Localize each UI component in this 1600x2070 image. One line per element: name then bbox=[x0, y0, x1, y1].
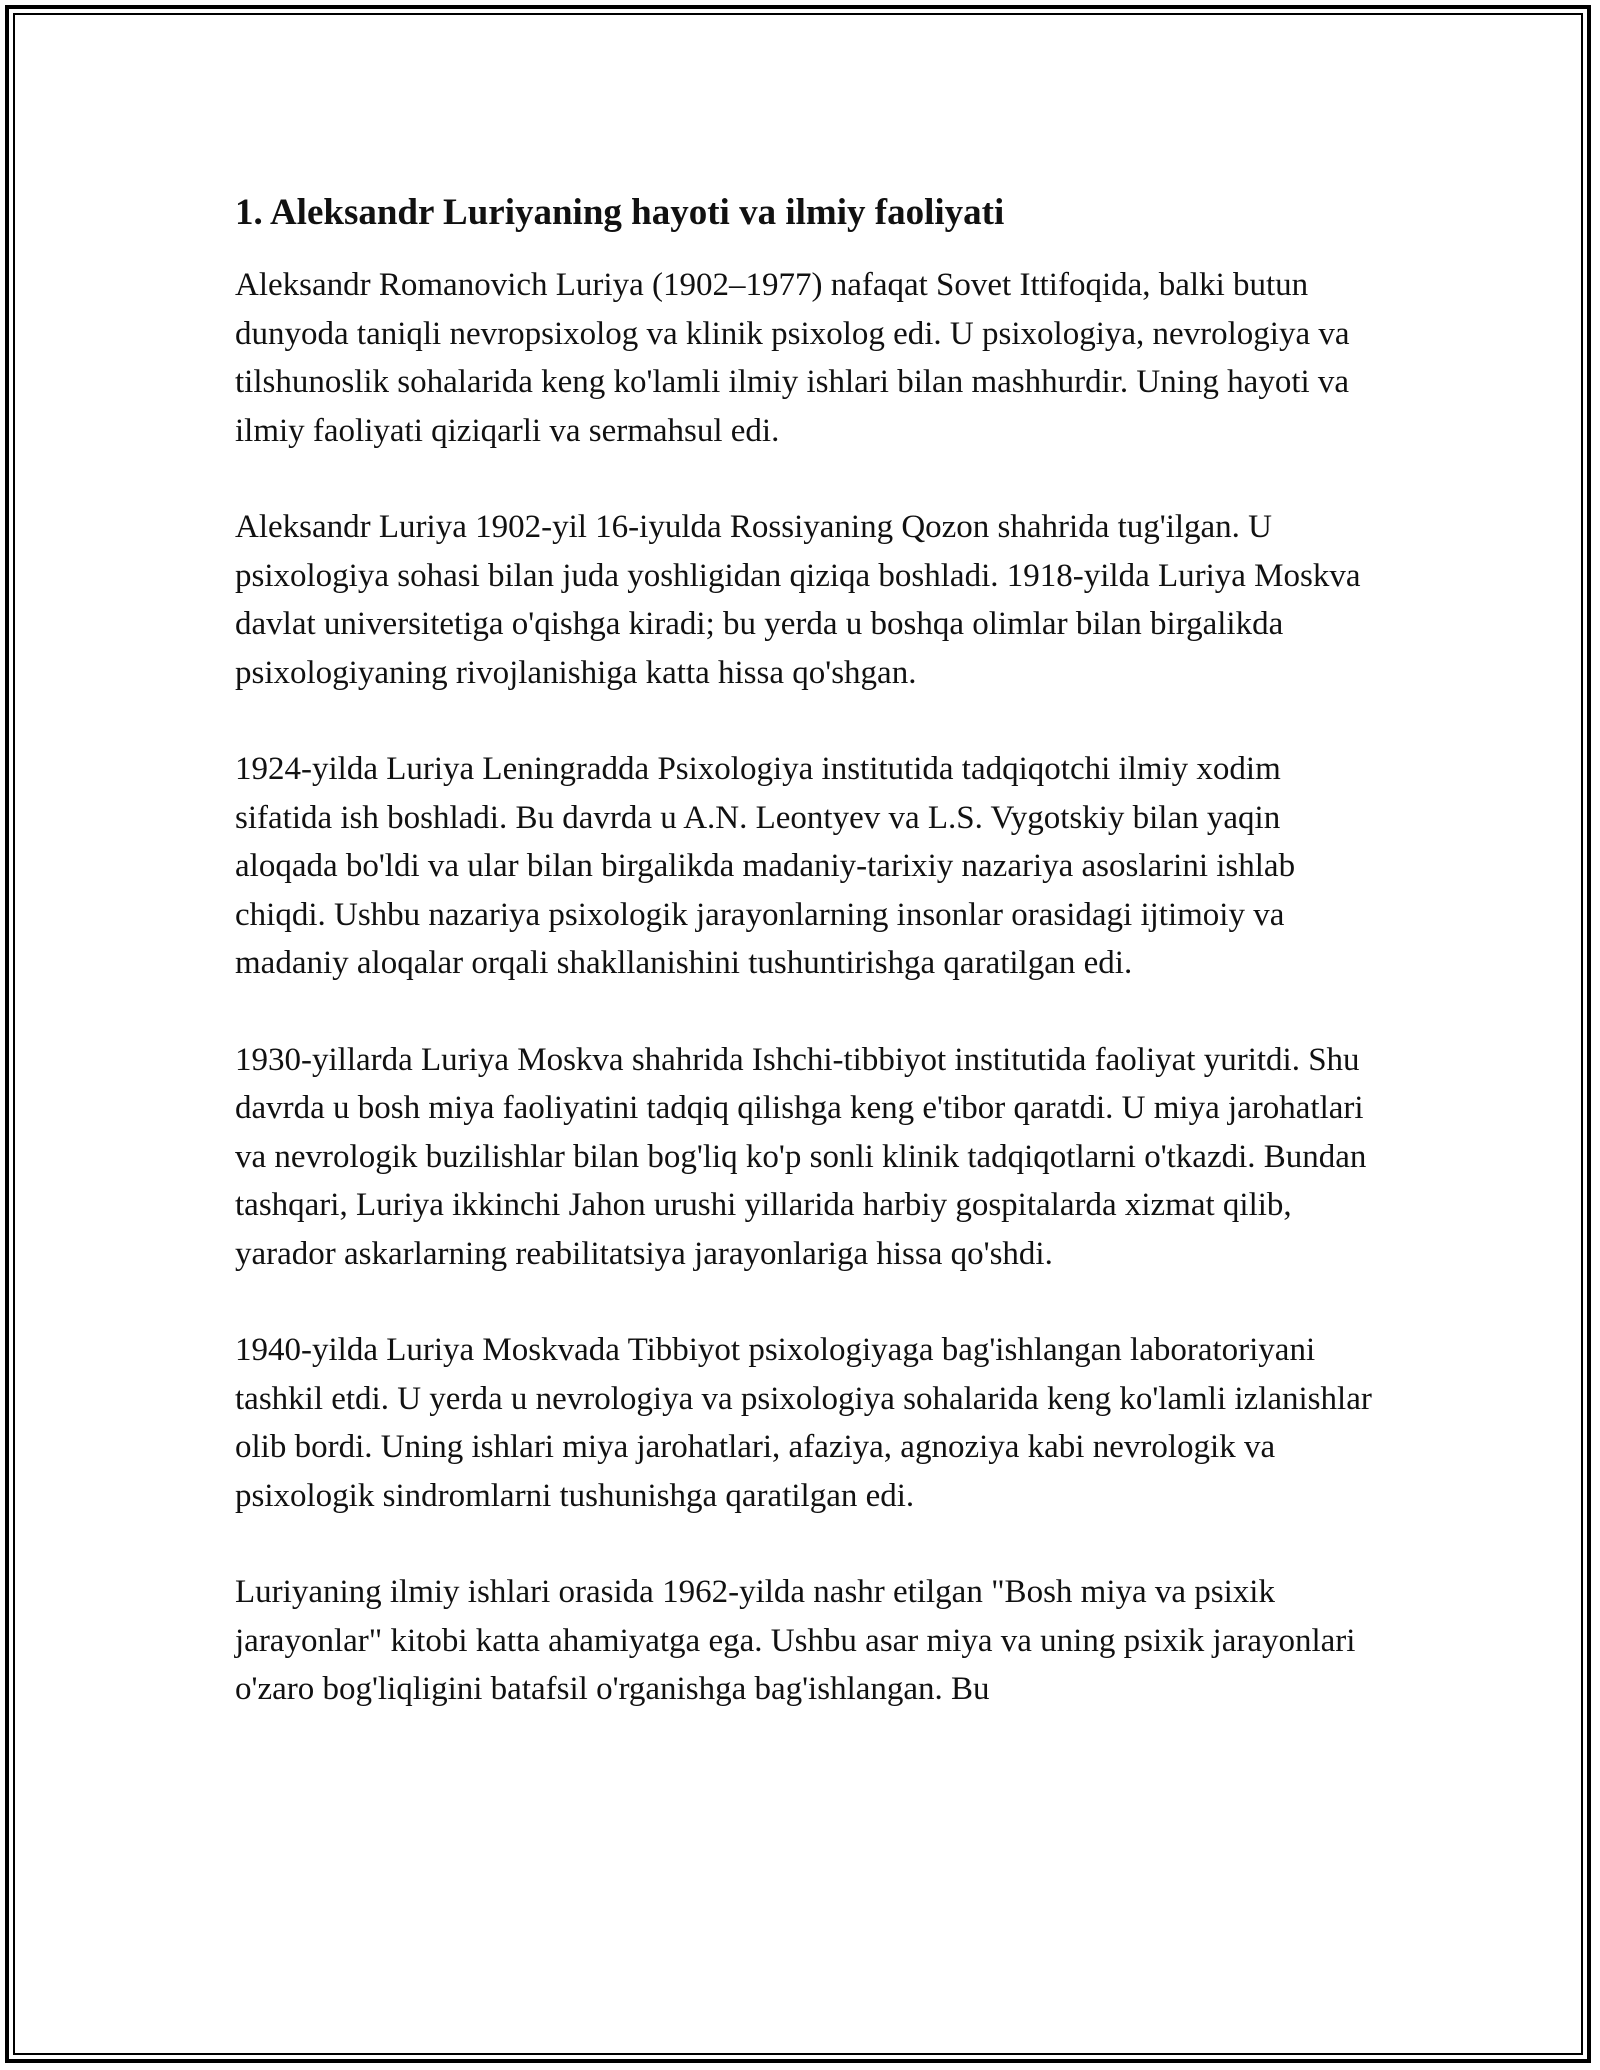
paragraph-5: 1940-yilda Luriya Moskvada Tibbiyot psixologiyaga bag'ishlangan laboratoriyani tashkil etdi. U yerda u nevrologiya va psixologiya sohalarida keng ko'lamli izlanishlar olib bordi. Uning ishlari miya jarohatlari, afaziya, agnoziya kabi nevrologik va psixologik sindromlarni tushunishga qaratilgan edi. bbox=[235, 1332, 1372, 1514]
paragraph-6: Luriyaning ilmiy ishlari orasida 1962-yilda nashr etilgan "Bosh miya va psixik jarayonlar" kitobi katta ahamiyatga ega. Ushbu asar miya va uning psixik jarayonlari o'zaro bog'liqligini batafsil o'rganishga bag'ishlangan. Bu bbox=[235, 1574, 1356, 1707]
section-heading: 1. Aleksandr Luriyaning hayoti va ilmiy faoliyati bbox=[235, 192, 1005, 233]
paragraph-1: Aleksandr Romanovich Luriya (1902–1977) nafaqat Sovet Ittifoqida, balki butun dunyoda taniqli nevropsixolog va klinik psixolog edi. U psixologiya, nevrologiya va tilshunoslik sohalarida keng ko'lamli ilmiy ishlari bilan mashhurdir. Uning hayoti va ilmiy faoliyati qiziqarli va sermahsul edi. bbox=[235, 267, 1350, 449]
paragraph-3: 1924-yilda Luriya Leningradda Psixologiya institutida tadqiqotchi ilmiy xodim sifatida ish boshladi. Bu davrda u A.N. Leontyev va L.S. Vygotskiy bilan yaqin aloqada bo'ldi va ular bilan birgalikda madaniy-tarixiy nazariya asoslarini ishlab chiqdi. Ushbu nazariya psixologik jarayonlarning insonlar orasidagi ijtimoiy va madaniy aloqalar orqali shakllanishini tushuntirishga qaratilgan edi. bbox=[235, 751, 1296, 981]
document-body bbox=[235, 185, 1385, 1762]
paragraph-2: Aleksandr Luriya 1902-yil 16-iyulda Rossiyaning Qozon shahrida tug'ilgan. U psixologiya sohasi bilan juda yoshligidan qiziqa boshladi. 1918-yilda Luriya Moskva davlat universitetiga o'qishga kiradi; bu yerda u boshqa olimlar bilan birgalikda psixologiyaning rivojlanishiga katta hissa qo'shgan. bbox=[235, 509, 1361, 691]
paragraph-4: 1930-yillarda Luriya Moskva shahrida Ishchi-tibbiyot institutida faoliyat yuritdi. Shu davrda u bosh miya faoliyatini tadqiq qilishga keng e'tibor qaratdi. U miya jarohatlari va nevrologik buzilishlar bilan bog'liq ko'p sonli klinik tadqiqotlarni o'tkazdi. Bundan tashqari, Luriya ikkinchi Jahon urushi yillarida harbiy gospitalarda xizmat qilib, yarador askarlarning reabilitatsiya jarayonlariga hissa qo'shdi. bbox=[235, 1041, 1367, 1272]
